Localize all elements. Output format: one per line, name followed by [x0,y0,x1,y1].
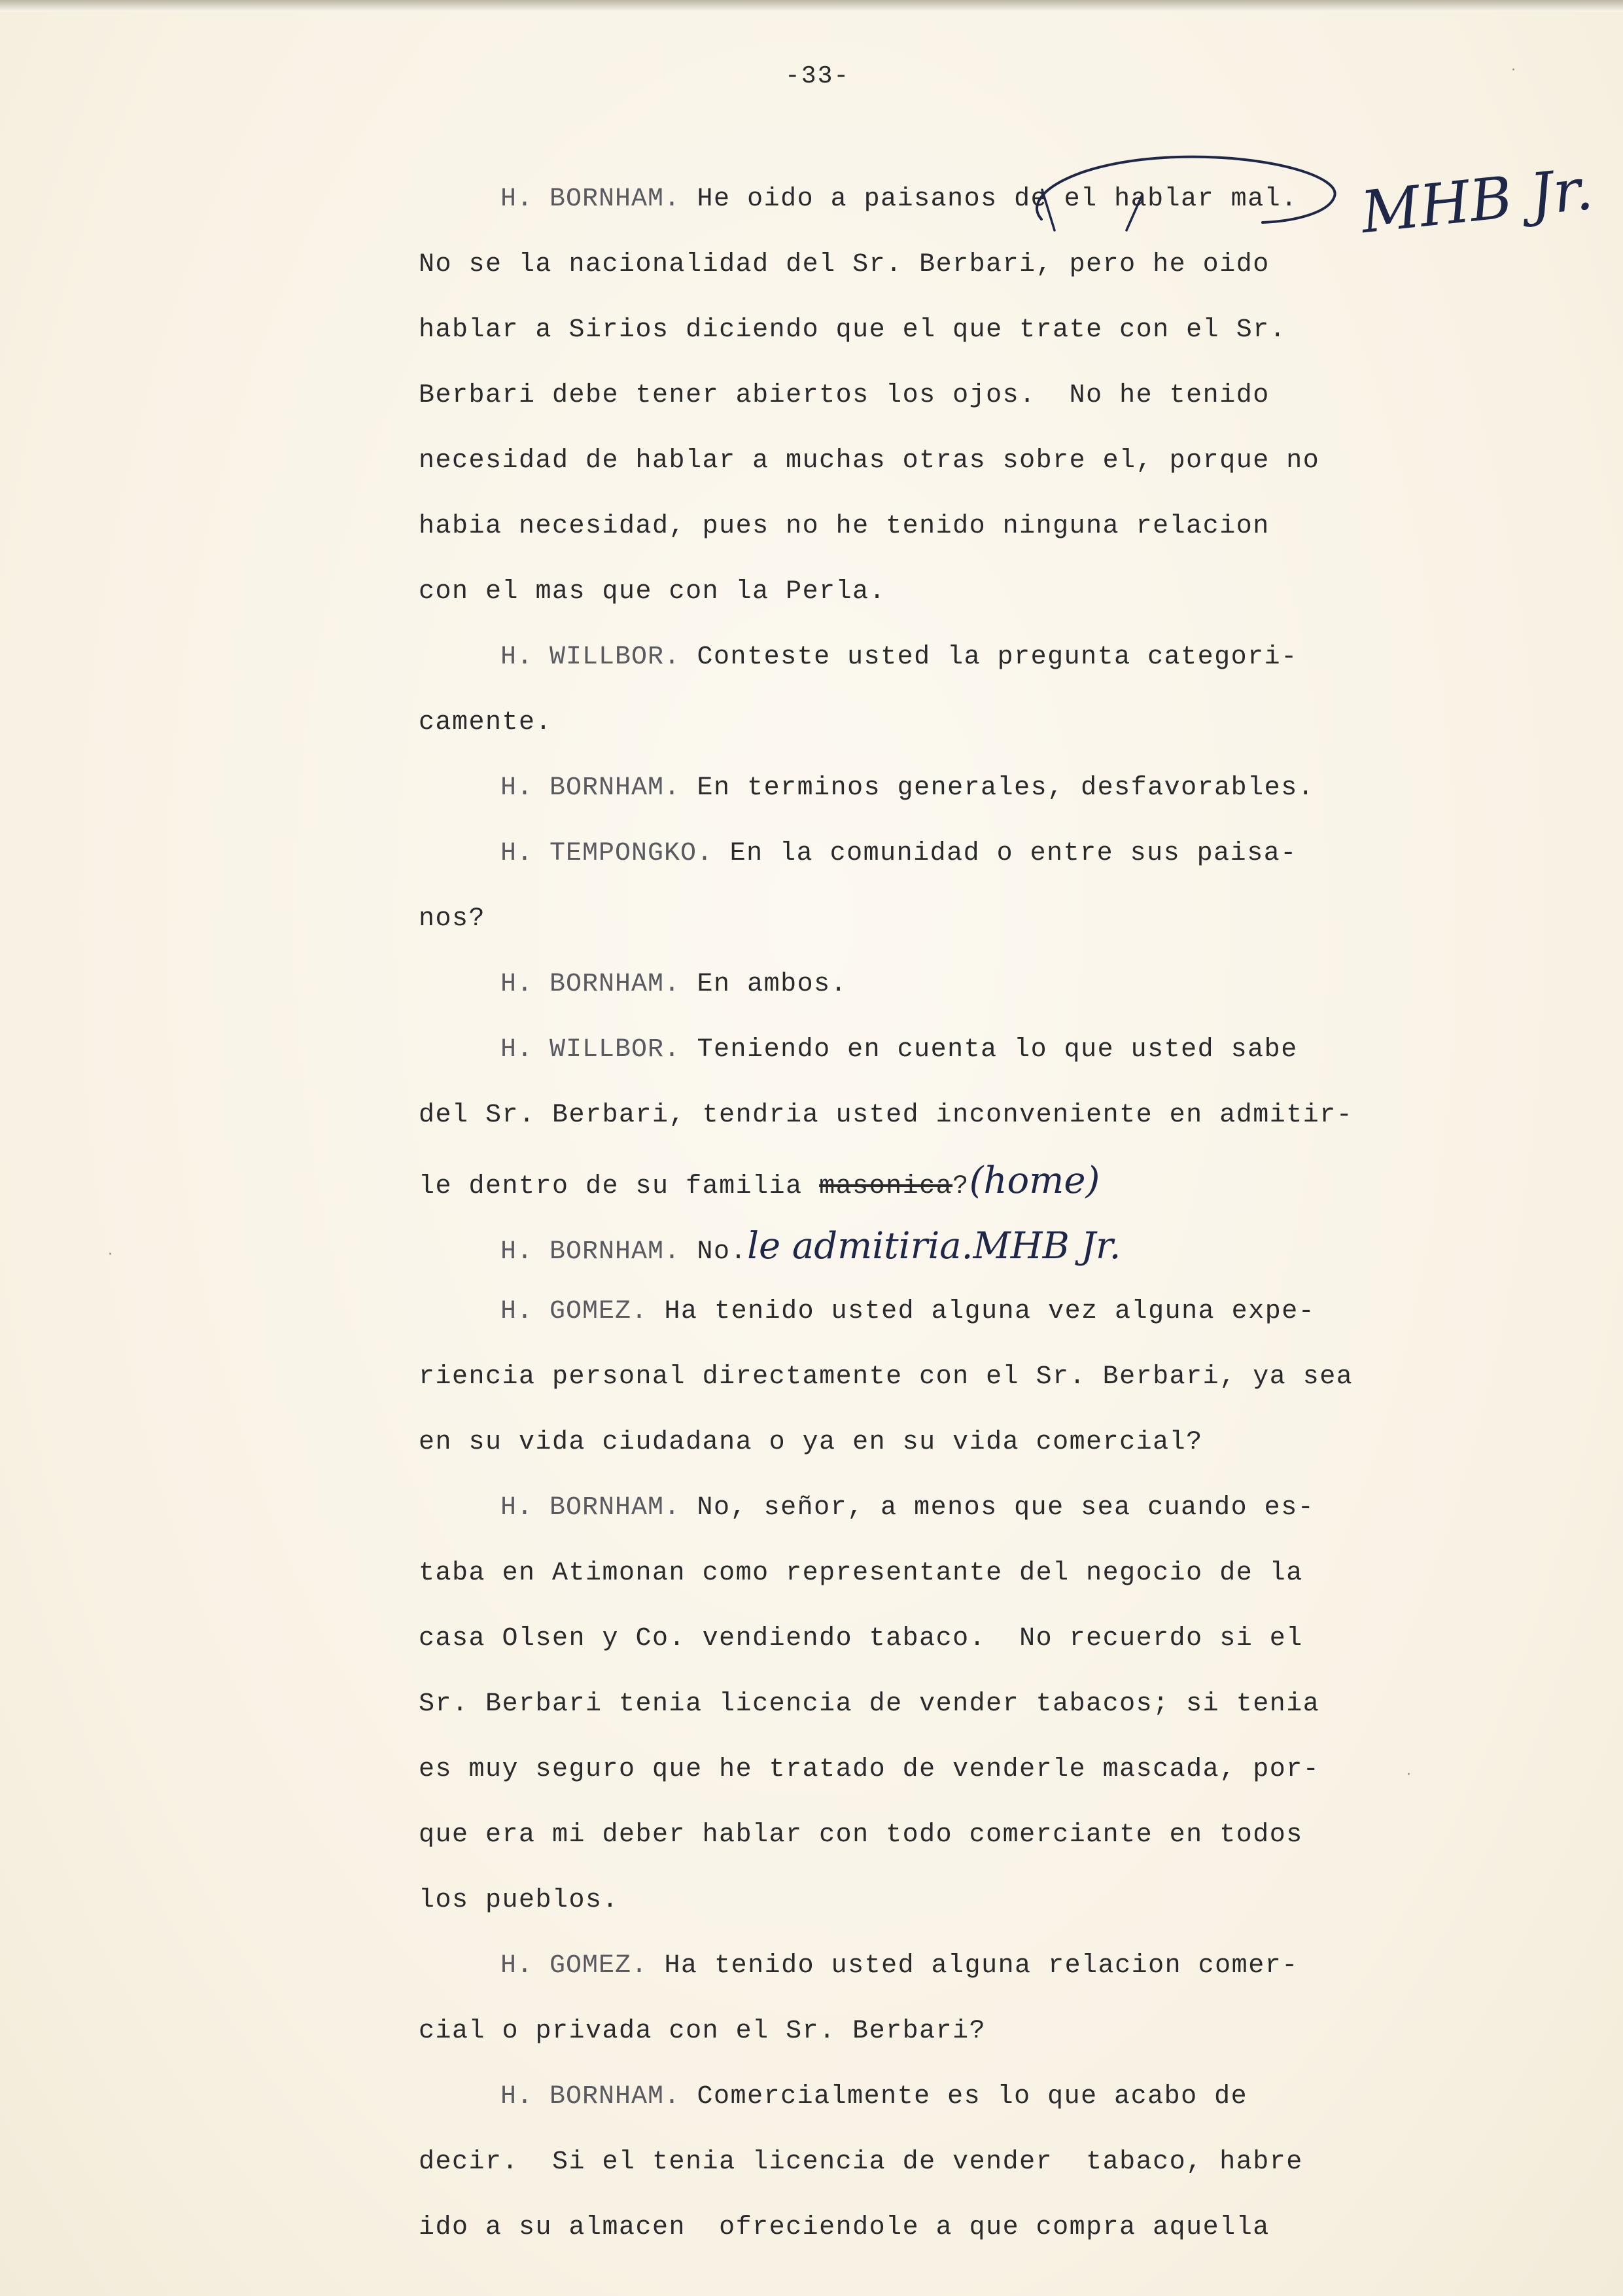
handwritten-initials: MHB Jr. [1357,154,1596,247]
line-text: Sr. Berbari tenia licencia de vender tabacos; si tenia [419,1689,1320,1719]
circled-text: de el [1014,185,1115,214]
line-text: que era mi deber hablar con todo comerciante en todos [419,1820,1303,1850]
line-text: decir. Si el tenia licencia de vender tabaco, habre [419,2147,1303,2177]
line-text: camente. [419,708,553,737]
line-text: En la comunidad o entre sus paisa- [713,839,1297,868]
line-text: nos? [419,904,486,934]
line-text: He oido a paisanos [680,185,1015,214]
line-text: del Sr. Berbari, tendria usted inconveniente en admitir- [419,1101,1353,1130]
speaker-label: H. WILLBOR. [500,643,681,672]
line-text: No. [680,1237,748,1267]
speaker-label: H. GOMEZ. [500,1951,648,1981]
handwritten-initials-answer: MHB Jr. [973,1225,1121,1267]
handwritten-insert: (home) [969,1159,1100,1202]
speaker-label: H. TEMPONGKO. [500,839,714,868]
speaker-label: H. BORNHAM. [500,970,681,999]
line-text: le dentro de su familia [419,1172,820,1201]
line-text: Teniendo en cuenta lo que usted sabe [680,1035,1298,1065]
speaker-label: H. BORNHAM. [500,1493,681,1523]
line-text: hablar mal. [1114,185,1298,214]
line-text: En ambos. [680,970,848,999]
line-text: Conteste usted la pregunta categori- [680,643,1298,672]
line-text: Ha tenido usted alguna relacion comer- [648,1951,1299,1981]
struck-word: masonica [819,1172,953,1201]
line-text: En terminos generales, desfavorables. [680,773,1315,803]
line-text: Comercialmente es lo que acabo de [680,2082,1248,2111]
pen-circle-stroke [1126,196,1142,230]
line-text: necesidad de hablar a muchas otras sobre el, porque no [419,446,1320,476]
line-text: con el mas que con la Perla. [419,577,886,607]
line-text: es muy seguro que he tratado de venderle mascada, por- [419,1755,1320,1784]
page-number: -33- [785,62,850,90]
line-text: ido a su almacen ofreciendole a que compra aquella [419,2213,1270,2242]
line-text: en su vida ciudadana o ya en su vida comercial? [419,1428,1203,1457]
pen-circle-stroke [1042,190,1055,230]
margin-dot: · [1511,62,1516,79]
line-text: Berbari debe tener abiertos los ojos. No he tenido [419,381,1270,410]
line-text: los pueblos. [419,1886,620,1915]
line-text: cial o privada con el Sr. Berbari? [419,2017,986,2046]
line-text: ? [952,1172,969,1201]
speaker-label: H. BORNHAM. [500,185,681,214]
margin-dot: · [1406,1767,1411,1783]
pen-circle-stroke [1037,157,1335,222]
line-text: taba en Atimonan como representante del negocio de la [419,1559,1303,1588]
line-text: riencia personal directamente con el Sr. Berbari, ya sea [419,1362,1353,1392]
line-text: habia necesidad, pues no he tenido ninguna relacion [419,512,1270,541]
line-text: No se la nacionalidad del Sr. Berbari, pero he oido [419,250,1270,279]
speaker-label: H. GOMEZ. [500,1297,648,1326]
handwritten-answer: le admitiria. [747,1225,973,1267]
line-text: casa Olsen y Co. vendiendo tabaco. No recuerdo si el [419,1624,1303,1653]
speaker-label: H. BORNHAM. [500,773,681,803]
line-text: hablar a Sirios diciendo que el que trate con el Sr. [419,315,1287,345]
speaker-label: H. BORNHAM. [500,2082,681,2111]
margin-dot: · [108,1246,113,1263]
speaker-label: H. BORNHAM. [500,1237,681,1267]
line-text: No, señor, a menos que sea cuando es- [680,1493,1315,1523]
speaker-label: H. WILLBOR. [500,1035,681,1065]
line-text: Ha tenido usted alguna vez alguna expe- [648,1297,1316,1326]
